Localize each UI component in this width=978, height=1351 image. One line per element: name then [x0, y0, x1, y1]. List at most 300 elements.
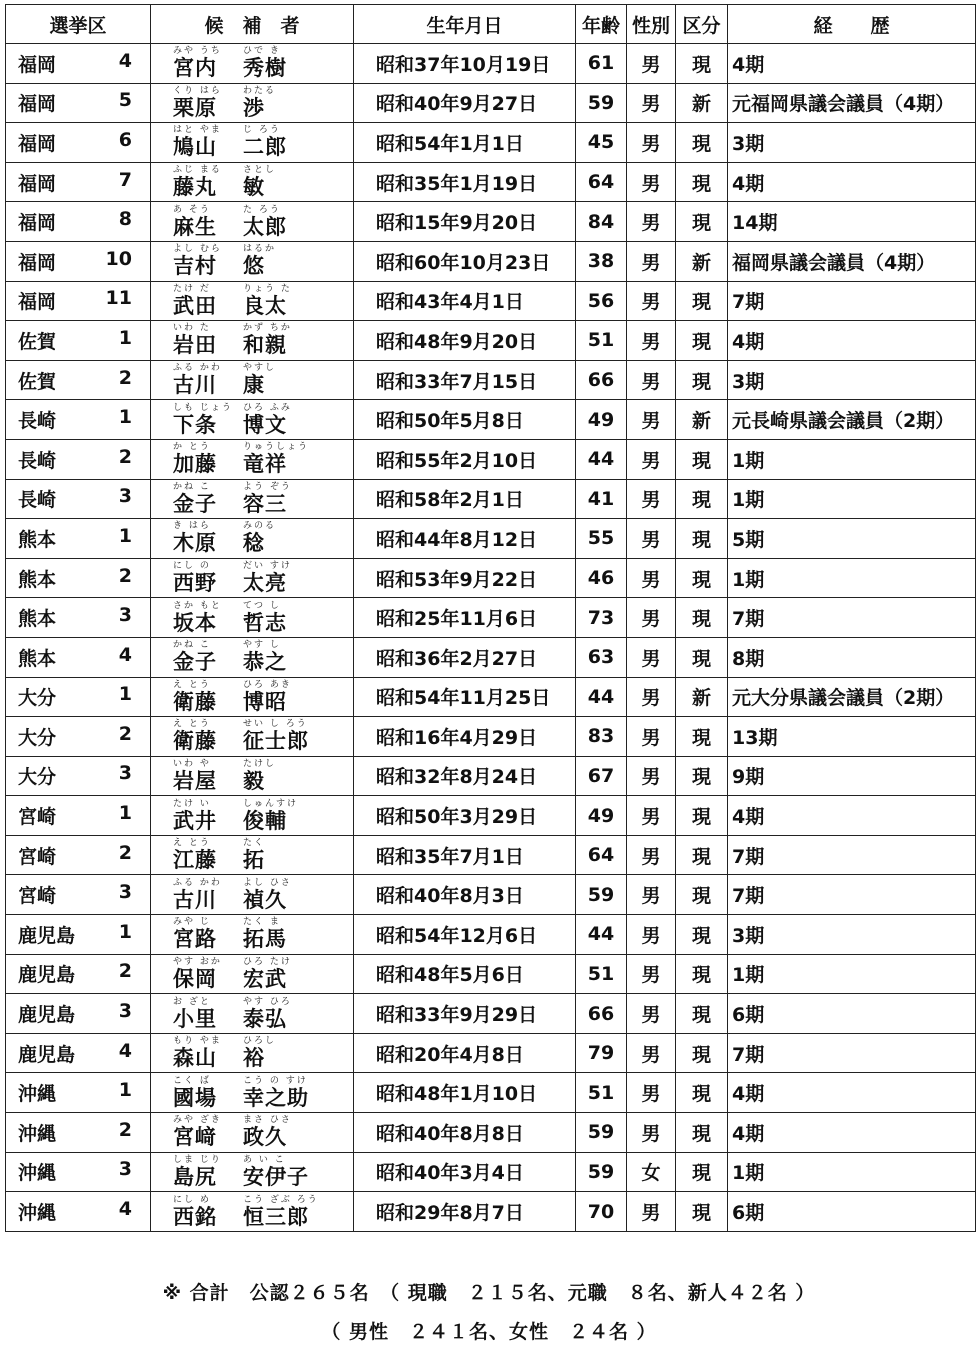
given-name-ruby: たく ま: [243, 917, 281, 928]
given-name-ruby: た ろう: [243, 204, 281, 215]
family-name: 鳩山: [173, 135, 217, 160]
district-cell: [6, 360, 151, 400]
table-row: [6, 400, 976, 440]
career: 3期: [728, 123, 976, 163]
table-row: [6, 1073, 976, 1113]
sex: 男: [627, 637, 676, 677]
age: 44: [576, 439, 627, 479]
birth-date: 昭和60年10月23日: [354, 241, 576, 281]
prefecture: 鹿児島: [18, 924, 76, 947]
birth-date: 昭和36年2月27日: [354, 637, 576, 677]
family-name: 坂本: [173, 610, 217, 635]
given-name-ruby: かず ちか: [243, 323, 292, 334]
birth-date: 昭和37年10月19日: [354, 44, 576, 84]
family-name: 保岡: [173, 966, 217, 991]
district-number: 1: [118, 920, 132, 943]
table-row: [6, 479, 976, 519]
table-row: [6, 360, 976, 400]
district-number: 3: [118, 485, 132, 508]
status: 現: [676, 835, 728, 875]
district-number: 4: [118, 1039, 132, 1062]
sex: 男: [627, 162, 676, 202]
prefecture: 福岡: [18, 132, 57, 155]
district-number: 1: [118, 326, 132, 349]
prefecture: 福岡: [18, 53, 57, 76]
candidate-name-cell: [151, 875, 354, 915]
given-name-ruby: まさ ひさ: [243, 1115, 292, 1126]
table-row: [6, 954, 976, 994]
birth-date: 昭和50年3月29日: [354, 796, 576, 836]
family-name-ruby: あ そう: [173, 204, 211, 215]
district-cell: [6, 1192, 151, 1232]
family-name-ruby: かね こ: [173, 640, 211, 651]
candidate-name-cell: [151, 123, 354, 163]
district-number: 4: [118, 1198, 132, 1221]
status: 現: [676, 954, 728, 994]
birth-date: 昭和15年9月20日: [354, 202, 576, 242]
family-name: 宮内: [173, 56, 217, 81]
birth-date: 昭和40年9月27日: [354, 83, 576, 123]
age: 44: [576, 915, 627, 955]
table-row: [6, 241, 976, 281]
given-name: 裕: [243, 1046, 265, 1071]
age: 46: [576, 558, 627, 598]
given-name: 和親: [243, 333, 287, 358]
family-name: 西銘: [173, 1204, 217, 1229]
career: 3期: [728, 915, 976, 955]
district-number: 2: [118, 960, 132, 983]
candidate-name-cell: [151, 756, 354, 796]
career: 6期: [728, 1192, 976, 1232]
birth-date: 昭和16年4月29日: [354, 717, 576, 757]
district-cell: [6, 835, 151, 875]
sex: 男: [627, 1192, 676, 1232]
sex: 男: [627, 439, 676, 479]
birth-date: 昭和48年5月6日: [354, 954, 576, 994]
family-name-ruby: え とう: [173, 719, 211, 730]
prefecture: 福岡: [18, 251, 57, 274]
family-name: 西野: [173, 571, 217, 596]
given-name: 康: [243, 373, 265, 398]
prefecture: 鹿児島: [18, 1043, 76, 1066]
family-name: 吉村: [173, 254, 217, 279]
age: 67: [576, 756, 627, 796]
candidate-name-cell: [151, 1113, 354, 1153]
birth-date: 昭和29年8月7日: [354, 1192, 576, 1232]
given-name: 博文: [243, 412, 287, 437]
given-name: 安伊子: [243, 1164, 309, 1189]
family-name: 古川: [173, 887, 217, 912]
district-number: 2: [118, 366, 132, 389]
career: 4期: [728, 321, 976, 361]
given-name-ruby: さとし: [243, 165, 277, 176]
sex: 男: [627, 1033, 676, 1073]
district-number: 7: [118, 168, 132, 191]
family-name-ruby: もり やま: [173, 1036, 222, 1047]
status: 現: [676, 915, 728, 955]
given-name: 幸之助: [243, 1085, 309, 1110]
given-name: 博昭: [243, 689, 287, 714]
district-cell: [6, 479, 151, 519]
given-name: 宏武: [243, 966, 287, 991]
prefecture: 福岡: [18, 93, 57, 116]
career: 7期: [728, 598, 976, 638]
table-row: [6, 1192, 976, 1232]
candidate-name-cell: [151, 83, 354, 123]
prefecture: 宮崎: [18, 885, 57, 908]
family-name: 藤丸: [173, 175, 217, 200]
age: 59: [576, 875, 627, 915]
status: 現: [676, 44, 728, 84]
given-name-ruby: ひろ ふみ: [243, 402, 292, 413]
family-name: 木原: [173, 531, 217, 556]
prefecture: 鹿児島: [18, 1004, 76, 1027]
candidate-name-cell: [151, 796, 354, 836]
career: 7期: [728, 835, 976, 875]
district-number: 4: [118, 643, 132, 666]
prefecture: 福岡: [18, 172, 57, 195]
given-name-ruby: りょう た: [243, 283, 292, 294]
career: 福岡県議会議員（4期）: [728, 241, 976, 281]
district-cell: [6, 598, 151, 638]
district-cell: [6, 875, 151, 915]
status: 現: [676, 1192, 728, 1232]
career: 6期: [728, 994, 976, 1034]
header-name: 候 補 者: [151, 5, 354, 44]
district-cell: [6, 1073, 151, 1113]
birth-date: 昭和53年9月22日: [354, 558, 576, 598]
birth-date: 昭和33年9月29日: [354, 994, 576, 1034]
table-row: [6, 281, 976, 321]
given-name: 拓: [243, 848, 265, 873]
age: 38: [576, 241, 627, 281]
family-name-ruby: こく ば: [173, 1075, 211, 1086]
status: 現: [676, 717, 728, 757]
given-name-ruby: たく: [243, 838, 266, 849]
status: 現: [676, 756, 728, 796]
candidate-name-cell: [151, 1152, 354, 1192]
career: 9期: [728, 756, 976, 796]
table-row: [6, 162, 976, 202]
district-cell: [6, 994, 151, 1034]
header-dob: 生年月日: [354, 5, 576, 44]
status: 現: [676, 479, 728, 519]
district-cell: [6, 637, 151, 677]
given-name: 拓馬: [243, 927, 287, 952]
career: 13期: [728, 717, 976, 757]
district-number: 11: [105, 287, 132, 310]
birth-date: 昭和58年2月1日: [354, 479, 576, 519]
family-name-ruby: みや うち: [173, 46, 222, 57]
given-name: 恭之: [243, 650, 287, 675]
status: 現: [676, 598, 728, 638]
career: 1期: [728, 954, 976, 994]
given-name-ruby: てつ し: [243, 600, 281, 611]
prefecture: 熊本: [18, 568, 57, 591]
status: 現: [676, 519, 728, 559]
sex: 男: [627, 1113, 676, 1153]
sex: 男: [627, 558, 676, 598]
family-name-ruby: よし むら: [173, 244, 222, 255]
sex: 女: [627, 1152, 676, 1192]
table-body: [6, 44, 976, 1232]
given-name-ruby: たけし: [243, 758, 277, 769]
status: 現: [676, 281, 728, 321]
age: 70: [576, 1192, 627, 1232]
header-sex: 性別: [627, 5, 676, 44]
family-name: 岩田: [173, 333, 217, 358]
prefecture: 鹿児島: [18, 964, 76, 987]
given-name-ruby: よう ぞう: [243, 481, 292, 492]
table-row: [6, 202, 976, 242]
given-name-ruby: ひろ たけ: [243, 956, 292, 967]
birth-date: 昭和48年9月20日: [354, 321, 576, 361]
sex: 男: [627, 281, 676, 321]
career: 8期: [728, 637, 976, 677]
district-cell: [6, 677, 151, 717]
table-row: [6, 558, 976, 598]
career: 3期: [728, 360, 976, 400]
sex: 男: [627, 875, 676, 915]
birth-date: 昭和40年8月3日: [354, 875, 576, 915]
candidate-table: [5, 4, 976, 1232]
district-number: 3: [118, 1000, 132, 1023]
sex: 男: [627, 400, 676, 440]
sex: 男: [627, 796, 676, 836]
age: 73: [576, 598, 627, 638]
family-name-ruby: しも じょう: [173, 402, 233, 413]
given-name-ruby: やす ひろ: [243, 996, 292, 1007]
table-row: [6, 44, 976, 84]
family-name-ruby: いわ や: [173, 758, 211, 769]
age: 56: [576, 281, 627, 321]
given-name: 毅: [243, 768, 265, 793]
family-name-ruby: みや ざき: [173, 1115, 222, 1126]
given-name: 秀樹: [243, 56, 287, 81]
prefecture: 宮崎: [18, 845, 57, 868]
family-name-ruby: さか もと: [173, 600, 222, 611]
district-number: 1: [118, 802, 132, 825]
age: 51: [576, 1073, 627, 1113]
district-cell: [6, 954, 151, 994]
table-row: [6, 598, 976, 638]
age: 64: [576, 162, 627, 202]
prefecture: 沖縄: [18, 1083, 57, 1106]
given-name-ruby: じ ろう: [243, 125, 281, 136]
birth-date: 昭和44年8月12日: [354, 519, 576, 559]
family-name-ruby: き はら: [173, 521, 211, 532]
sex: 男: [627, 756, 676, 796]
given-name-ruby: せい し ろう: [243, 719, 308, 730]
district-number: 10: [105, 247, 132, 270]
given-name-ruby: やすし: [243, 363, 277, 374]
footer-total: ※ 合計 公認２６５名 （ 現職 ２１５名、元職 ８名、新人４２名 ）: [162, 1282, 816, 1304]
district-cell: [6, 717, 151, 757]
given-name-ruby: こう ざぶ ろう: [243, 1194, 319, 1205]
status: 現: [676, 360, 728, 400]
birth-date: 昭和48年1月10日: [354, 1073, 576, 1113]
district-cell: [6, 44, 151, 84]
given-name: 禎久: [243, 887, 287, 912]
family-name-ruby: にし の: [173, 561, 211, 572]
district-cell: [6, 281, 151, 321]
birth-date: 昭和35年7月1日: [354, 835, 576, 875]
prefecture: 長崎: [18, 489, 57, 512]
birth-date: 昭和54年12月6日: [354, 915, 576, 955]
given-name: 二郎: [243, 135, 287, 160]
prefecture: 熊本: [18, 528, 57, 551]
candidate-name-cell: [151, 321, 354, 361]
given-name: 竜祥: [243, 452, 287, 477]
candidate-name-cell: [151, 637, 354, 677]
district-cell: [6, 1033, 151, 1073]
given-name-ruby: ひで き: [243, 46, 281, 57]
district-cell: [6, 83, 151, 123]
table-row: [6, 915, 976, 955]
birth-date: 昭和25年11月6日: [354, 598, 576, 638]
career: 1期: [728, 1152, 976, 1192]
family-name-ruby: はと やま: [173, 125, 222, 136]
status: 新: [676, 400, 728, 440]
candidate-name-cell: [151, 717, 354, 757]
birth-date: 昭和55年2月10日: [354, 439, 576, 479]
table-row: [6, 1033, 976, 1073]
career: 元福岡県議会議員（4期）: [728, 83, 976, 123]
header-row: [6, 5, 976, 44]
sex: 男: [627, 598, 676, 638]
district-number: 4: [118, 49, 132, 72]
candidate-name-cell: [151, 400, 354, 440]
district-number: 1: [118, 683, 132, 706]
sex: 男: [627, 44, 676, 84]
birth-date: 昭和50年5月8日: [354, 400, 576, 440]
given-name-ruby: だい すけ: [243, 561, 292, 572]
status: 現: [676, 321, 728, 361]
district-cell: [6, 915, 151, 955]
family-name: 江藤: [173, 848, 217, 873]
given-name: 恒三郎: [243, 1204, 309, 1229]
given-name: 渉: [243, 95, 265, 120]
prefecture: 大分: [18, 726, 57, 749]
prefecture: 福岡: [18, 212, 57, 235]
family-name: 栗原: [173, 95, 217, 120]
district-number: 2: [118, 722, 132, 745]
status: 現: [676, 1152, 728, 1192]
age: 55: [576, 519, 627, 559]
age: 64: [576, 835, 627, 875]
candidate-name-cell: [151, 677, 354, 717]
status: 現: [676, 162, 728, 202]
career: 4期: [728, 44, 976, 84]
age: 63: [576, 637, 627, 677]
age: 79: [576, 1033, 627, 1073]
table-row: [6, 717, 976, 757]
table-row: [6, 875, 976, 915]
district-cell: [6, 123, 151, 163]
prefecture: 宮崎: [18, 806, 57, 829]
career: 元大分県議会議員（2期）: [728, 677, 976, 717]
candidate-name-cell: [151, 162, 354, 202]
family-name-ruby: お ざと: [173, 996, 211, 1007]
candidate-name-cell: [151, 835, 354, 875]
district-cell: [6, 439, 151, 479]
table-row: [6, 637, 976, 677]
district-cell: [6, 796, 151, 836]
age: 51: [576, 321, 627, 361]
table-row: [6, 1113, 976, 1153]
status: 現: [676, 1033, 728, 1073]
given-name-ruby: しゅんすけ: [243, 798, 299, 809]
career: 4期: [728, 796, 976, 836]
family-name-ruby: たけ だ: [173, 283, 211, 294]
family-name: 國場: [173, 1085, 217, 1110]
age: 66: [576, 360, 627, 400]
family-name: 宮﨑: [173, 1125, 217, 1150]
given-name: 太郎: [243, 214, 287, 239]
family-name: 金子: [173, 650, 217, 675]
career: 元長崎県議会議員（2期）: [728, 400, 976, 440]
prefecture: 長崎: [18, 410, 57, 433]
given-name: 容三: [243, 491, 287, 516]
family-name: 下条: [173, 412, 217, 437]
family-name-ruby: え とう: [173, 679, 211, 690]
given-name-ruby: やす し: [243, 640, 281, 651]
district-cell: [6, 1113, 151, 1153]
career: 4期: [728, 162, 976, 202]
birth-date: 昭和40年8月8日: [354, 1113, 576, 1153]
candidate-name-cell: [151, 202, 354, 242]
family-name: 衛藤: [173, 729, 217, 754]
candidate-name-cell: [151, 954, 354, 994]
given-name-ruby: みのる: [243, 521, 277, 532]
district-cell: [6, 756, 151, 796]
family-name-ruby: くり はら: [173, 85, 222, 96]
district-number: 6: [118, 128, 132, 151]
status: 新: [676, 83, 728, 123]
sex: 男: [627, 202, 676, 242]
district-cell: [6, 321, 151, 361]
family-name-ruby: いわ た: [173, 323, 211, 334]
family-name-ruby: にし め: [173, 1194, 211, 1205]
career: 1期: [728, 558, 976, 598]
candidate-name-cell: [151, 915, 354, 955]
career: 14期: [728, 202, 976, 242]
sex: 男: [627, 360, 676, 400]
district-cell: [6, 1152, 151, 1192]
candidate-name-cell: [151, 479, 354, 519]
table-row: [6, 1152, 976, 1192]
status: 現: [676, 1113, 728, 1153]
district-cell: [6, 400, 151, 440]
birth-date: 昭和20年4月8日: [354, 1033, 576, 1073]
family-name: 麻生: [173, 214, 217, 239]
prefecture: 長崎: [18, 449, 57, 472]
candidate-name-cell: [151, 360, 354, 400]
candidate-name-cell: [151, 439, 354, 479]
sex: 男: [627, 717, 676, 757]
candidate-name-cell: [151, 598, 354, 638]
age: 59: [576, 1113, 627, 1153]
district-number: 5: [118, 89, 132, 112]
family-name-ruby: か とう: [173, 442, 211, 453]
table-row: [6, 994, 976, 1034]
given-name-ruby: あ い こ: [243, 1154, 286, 1165]
table-row: [6, 677, 976, 717]
career: 4期: [728, 1113, 976, 1153]
district-cell: [6, 519, 151, 559]
family-name: 小里: [173, 1006, 217, 1031]
given-name-ruby: こう の すけ: [243, 1075, 308, 1086]
